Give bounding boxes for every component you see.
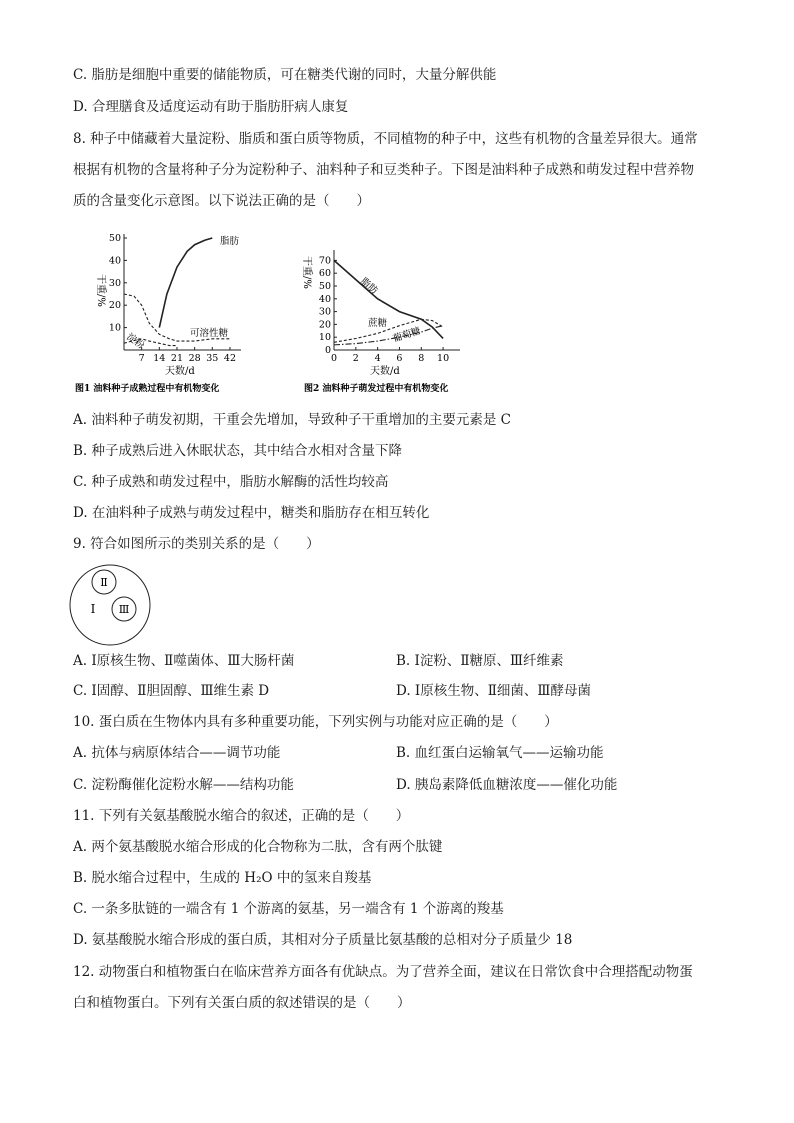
fig2-xtick-label: 0 xyxy=(330,353,338,364)
fig1-series-label: 淀粉 xyxy=(124,331,147,352)
q8-stem-line1: 8. 种子中储藏着大量淀粉、脂质和蛋白质等物质，不同植物的种子中，这些有机物的含量差异很大。通常 xyxy=(73,131,698,147)
fig2-xtick-label: 2 xyxy=(352,353,359,364)
q9-option-c: C. Ⅰ固醇、Ⅱ胆固醇、Ⅲ维生素 D xyxy=(73,683,270,699)
fig2-ytick-label: 50 xyxy=(318,281,331,292)
fig1-ytick-label: 40 xyxy=(108,255,121,267)
fig2-ylabel: 干重/% xyxy=(301,256,312,289)
q11-option-b: B. 脱水缩合过程中，生成的 H₂O 中的氢来自羧基 xyxy=(73,870,372,886)
fig2-ytick-label: 10 xyxy=(318,332,331,344)
q12-stem-line2: 白和植物蛋白。下列有关蛋白质的叙述错误的是（ ） xyxy=(73,995,411,1011)
fig2-ytick-label: 0 xyxy=(324,345,331,356)
q8-option-a: A. 油料种子萌发初期，干重会先增加，导致种子干重增加的主要元素是 C xyxy=(73,412,511,428)
fig1-series-label: 脂肪 xyxy=(220,236,240,247)
fig1-ytick-label: 20 xyxy=(108,300,121,312)
q8-option-b: B. 种子成熟后进入休眠状态，其中结合水相对含量下降 xyxy=(73,443,403,459)
fig2-ytick-label: 60 xyxy=(318,268,331,280)
q8-stem-line2: 根据有机物的含量将种子分为淀粉种子、油料种子和豆类种子。下图是油料种子成熟和萌发过程中营养物 xyxy=(73,162,694,178)
fig2-series-label: 蔗糖 xyxy=(368,318,388,329)
venn-label-inner-top: Ⅱ xyxy=(100,576,108,589)
fig1-xtick-label: 28 xyxy=(188,353,201,364)
fig2-ytick-label: 70 xyxy=(318,255,331,267)
q10-option-a: A. 抗体与病原体结合——调节功能 xyxy=(73,745,281,761)
fig2-ytick-label: 40 xyxy=(318,293,331,305)
fig2-series-label: 葡萄糖 xyxy=(391,325,423,345)
fig2-series-label: 脂肪 xyxy=(358,275,380,297)
fig2-lines xyxy=(334,260,443,344)
fig1-xtick-label: 7 xyxy=(138,353,145,364)
fig1-series-label: 可溶性糖 xyxy=(190,328,229,339)
fig1-caption: 图1 油料种子成熟过程中有机物变化 xyxy=(75,384,220,394)
q12-stem-line1: 12. 动物蛋白和植物蛋白在临床营养方面各有优缺点。为了营养全面，建议在日常饮食中合理搭配动物蛋 xyxy=(73,964,693,980)
q7-option-d: D. 合理膳食及适度运动有助于脂肪肝病人康复 xyxy=(73,99,349,115)
q9-stem: 9. 符合如图所示的类别关系的是（ ） xyxy=(73,536,320,552)
fig2-xtick-label: 6 xyxy=(396,353,403,364)
q10-option-d: D. 胰岛素降低血糖浓度——催化功能 xyxy=(396,777,618,793)
q11-option-c: C. 一条多肽链的一端含有 1 个游离的氨基，另一端含有 1 个游离的羧基 xyxy=(73,901,504,917)
venn-label-outer: Ⅰ xyxy=(90,602,96,616)
fig1-xtick-label: 35 xyxy=(206,353,219,364)
q10-stem: 10. 蛋白质在生物体内具有多种重要功能，下列实例与功能对应正确的是（ ） xyxy=(73,714,558,730)
fig2-axes xyxy=(319,250,460,364)
fig1-ytick-label: 10 xyxy=(108,322,121,334)
q11-option-d: D. 氨基酸脱水缩合形成的蛋白质，其相对分子质量比氨基酸的总相对分子质量少 18 xyxy=(73,932,573,948)
fig1-xtick-label: 42 xyxy=(223,353,237,364)
q11-stem: 11. 下列有关氨基酸脱水缩合的叙述，正确的是（ ） xyxy=(73,808,410,824)
fig2-series-葡萄糖 xyxy=(334,326,443,345)
fig2-xtick-label: 4 xyxy=(374,353,381,364)
q8-option-d: D. 在油料种子成熟与萌发过程中，糖类和脂肪存在相互转化 xyxy=(73,505,430,521)
fig2-ytick-label: 30 xyxy=(318,306,331,318)
q8-option-c: C. 种子成熟和萌发过程中，脂肪水解酶的活性均较高 xyxy=(73,474,389,490)
q7-option-c: C. 脂肪是细胞中重要的储能物质，可在糖类代谢的同时，大量分解供能 xyxy=(73,67,497,83)
fig1-xlabel: 天数/d xyxy=(165,366,195,377)
q9-option-d: D. Ⅰ原核生物、Ⅱ细菌、Ⅲ酵母菌 xyxy=(396,683,591,699)
fig2-ytick-label: 20 xyxy=(318,319,331,331)
figure1-chart xyxy=(70,226,270,398)
q8-stem-line3: 质的含量变化示意图。以下说法正确的是（ ） xyxy=(73,193,370,209)
fig2-xtick-label: 8 xyxy=(418,353,425,364)
q9-option-b: B. Ⅰ淀粉、Ⅱ糖原、Ⅲ纤维素 xyxy=(396,653,564,669)
fig1-lines xyxy=(124,235,240,352)
fig1-axes xyxy=(109,233,241,364)
venn-diagram xyxy=(68,563,152,647)
q10-option-b: B. 血红蛋白运输氧气——运输功能 xyxy=(396,745,604,761)
q10-option-c: C. 淀粉酶催化淀粉水解——结构功能 xyxy=(73,777,294,793)
fig2-xtick-label: 10 xyxy=(437,353,450,364)
fig1-ytick-label: 50 xyxy=(108,233,121,244)
figure2-chart xyxy=(296,226,496,398)
fig2-series-脂肪 xyxy=(334,260,443,338)
venn-label-inner-right: Ⅲ xyxy=(118,603,130,616)
q9-option-a: A. Ⅰ原核生物、Ⅱ噬菌体、Ⅲ大肠杆菌 xyxy=(73,653,295,669)
fig1-ylabel: 干重/% xyxy=(95,274,106,307)
q11-option-a: A. 两个氨基酸脱水缩合形成的化合物称为二肽，含有两个肽键 xyxy=(73,839,443,855)
fig1-ytick-label: 30 xyxy=(108,277,121,289)
fig2-caption: 图2 油料种子萌发过程中有机物变化 xyxy=(304,384,449,394)
fig1-xtick-label: 14 xyxy=(153,353,166,364)
fig1-xtick-label: 21 xyxy=(170,353,184,364)
fig2-xlabel: 天数/d xyxy=(370,366,400,377)
fig1-series-脂肪 xyxy=(159,238,212,328)
